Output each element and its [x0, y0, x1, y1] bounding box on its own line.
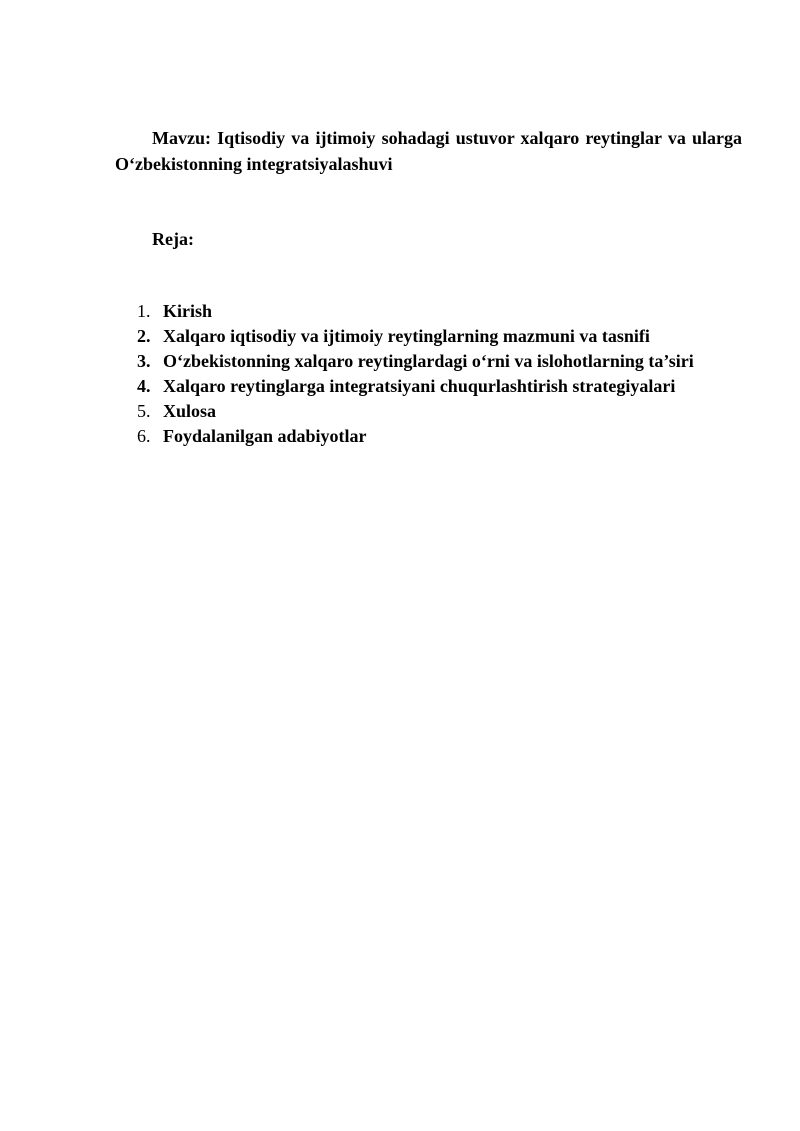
plan-item-5 — [137, 399, 757, 424]
plan-item-number: 2. — [137, 326, 151, 346]
plan-item-text: Xalqaro reytinglarga integratsiyani chuqurlashtirish strategiyalari — [163, 376, 676, 396]
plan-heading: Reja: — [152, 229, 194, 249]
plan-item-number: 4. — [137, 376, 151, 396]
plan-item-2 — [137, 324, 757, 349]
plan-item-4 — [137, 374, 757, 399]
plan-list — [137, 299, 757, 449]
plan-item-number: 3. — [137, 351, 151, 371]
plan-item-6 — [137, 424, 757, 449]
plan-item-number: 6. — [137, 426, 151, 446]
plan-item-text: Xalqaro iqtisodiy va ijtimoiy reytinglarning mazmuni va tasnifi — [163, 326, 650, 346]
plan-item-text: Foydalanilgan adabiyotlar — [163, 426, 367, 446]
plan-item-number: 1. — [137, 301, 151, 321]
plan-item-text: Xulosa — [163, 401, 217, 421]
plan-item-text: Kirish — [163, 301, 213, 321]
plan-item-number: 5. — [137, 401, 151, 421]
plan-item-3 — [137, 349, 757, 374]
plan-item-1 — [137, 299, 757, 324]
plan-item-text: O‘zbekistonning xalqaro reytinglardagi o‘rni va islohotlarning ta’siri — [163, 351, 694, 371]
document-title: Mavzu: Iqtisodiy va ijtimoiy sohadagi ustuvor xalqaro reytinglar va ularga O‘zbekistonning integratsiyalashuvi — [115, 128, 742, 174]
